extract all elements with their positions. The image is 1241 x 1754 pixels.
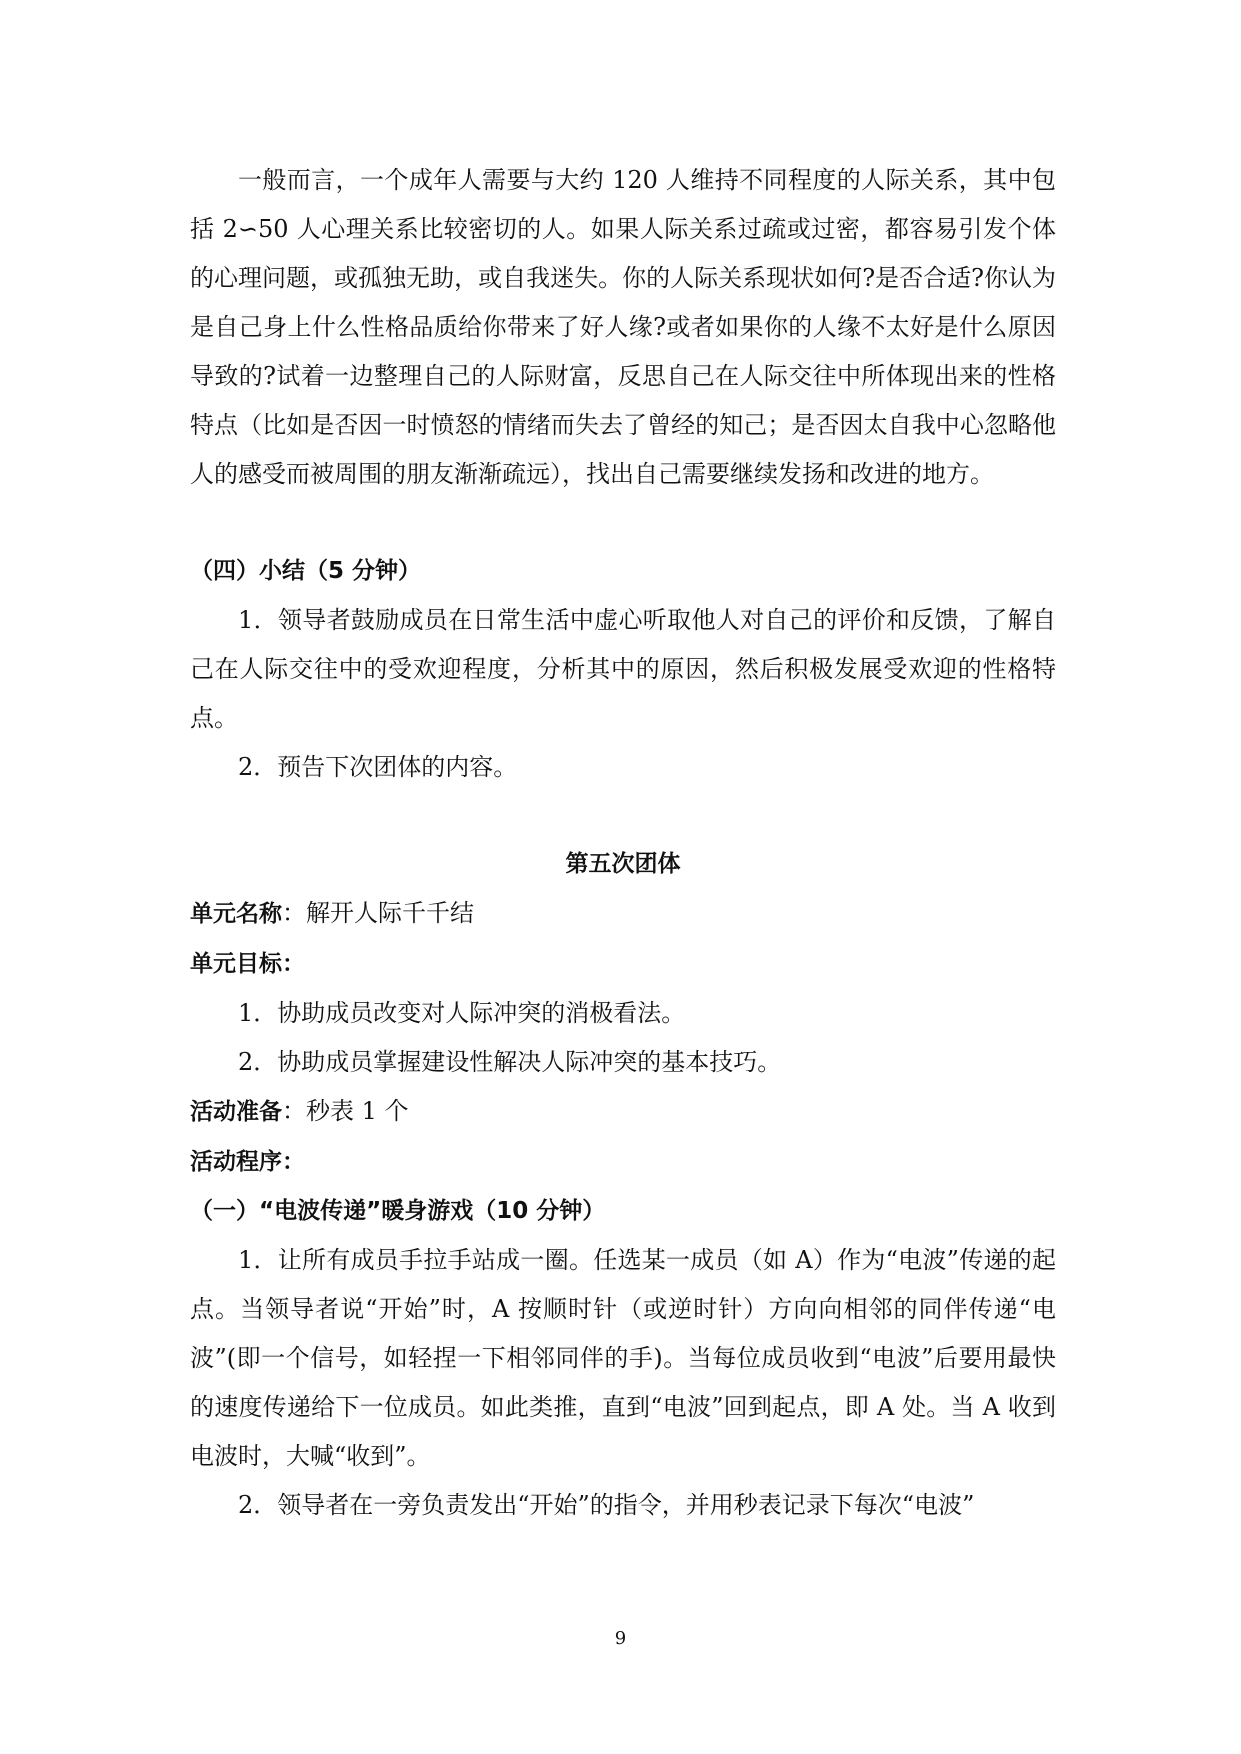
activity-item-1: 1．让所有成员手拉手站成一圈。任选某一成员（如 A）作为“电波”传递的起点。当领导者说“开始”时，A 按顺时针（或逆时针）方向向相邻的同伴传递“电波”(即一个信号，如轻捏一下相邻同伴的手)。当每位成员收到“电波”后要用最快的速度传递给下一位成员。如此类推，直到“电波”回到起点，即 A 处。当 A 收到电波时，大喊“收到”。 <box>190 1246 1056 1470</box>
goal-item-1: 1．协助成员改变对人际冲突的消极看法。 <box>238 999 686 1027</box>
unit-name-line <box>190 889 1056 939</box>
page-number: 9 <box>614 1628 627 1649</box>
goal-item-2: 2．协助成员掌握建设性解决人际冲突的基本技巧。 <box>238 1048 782 1076</box>
prep-value: ：秒表 1 个 <box>282 1097 409 1125</box>
procedure-line <box>190 1137 1056 1187</box>
unit-goal-line <box>190 939 1056 989</box>
intro-paragraph: 一般而言，一个成年人需要与大约 120 人维持不同程度的人际关系，其中包括 2∽50 人心理关系比较密切的人。如果人际关系过疏或过密，都容易引发个体的心理问题，或孤独无助，或自我迷失。你的人际关系现状如何?是否合适?你认为是自己身上什么性格品质给你带来了好人缘?或者如果你的人缘不太好是什么原因导致的?试着一边整理自己的人际财富，反思自己在人际交往中所体现出来的性格特点（比如是否因一时愤怒的情绪而失去了曾经的知己；是否因太自我中心忽略他人的感受而被周围的朋友渐渐疏远），找出自己需要继续发扬和改进的地方。 <box>190 166 1056 488</box>
unit-goal-label: 单元目标： <box>190 951 305 977</box>
spacer <box>190 499 1056 547</box>
spacer <box>190 792 1056 840</box>
session-title: 第五次团体 <box>565 851 681 877</box>
summary-item-2: 2．预告下次团体的内容。 <box>238 753 518 781</box>
page-content <box>190 156 1056 1530</box>
prep-line <box>190 1087 1056 1137</box>
procedure-label: 活动程序： <box>190 1149 305 1175</box>
activity-item-2: 2．领导者在一旁负责发出“开始”的指令，并用秒表记录下每次“电波” <box>238 1491 975 1519</box>
summary-heading: （四）小结（5 分钟） <box>190 558 422 584</box>
unit-name-value: ：解开人际千千结 <box>282 899 474 927</box>
prep-label: 活动准备 <box>190 1099 282 1125</box>
summary-item-1: 1．领导者鼓励成员在日常生活中虚心听取他人对自己的评价和反馈，了解自己在人际交往中的受欢迎程度，分析其中的原因，然后积极发展受欢迎的性格特点。 <box>190 606 1056 732</box>
unit-name-label: 单元名称 <box>190 901 282 927</box>
activity-heading: （一）“电波传递”暖身游戏（10 分钟） <box>190 1198 606 1224</box>
